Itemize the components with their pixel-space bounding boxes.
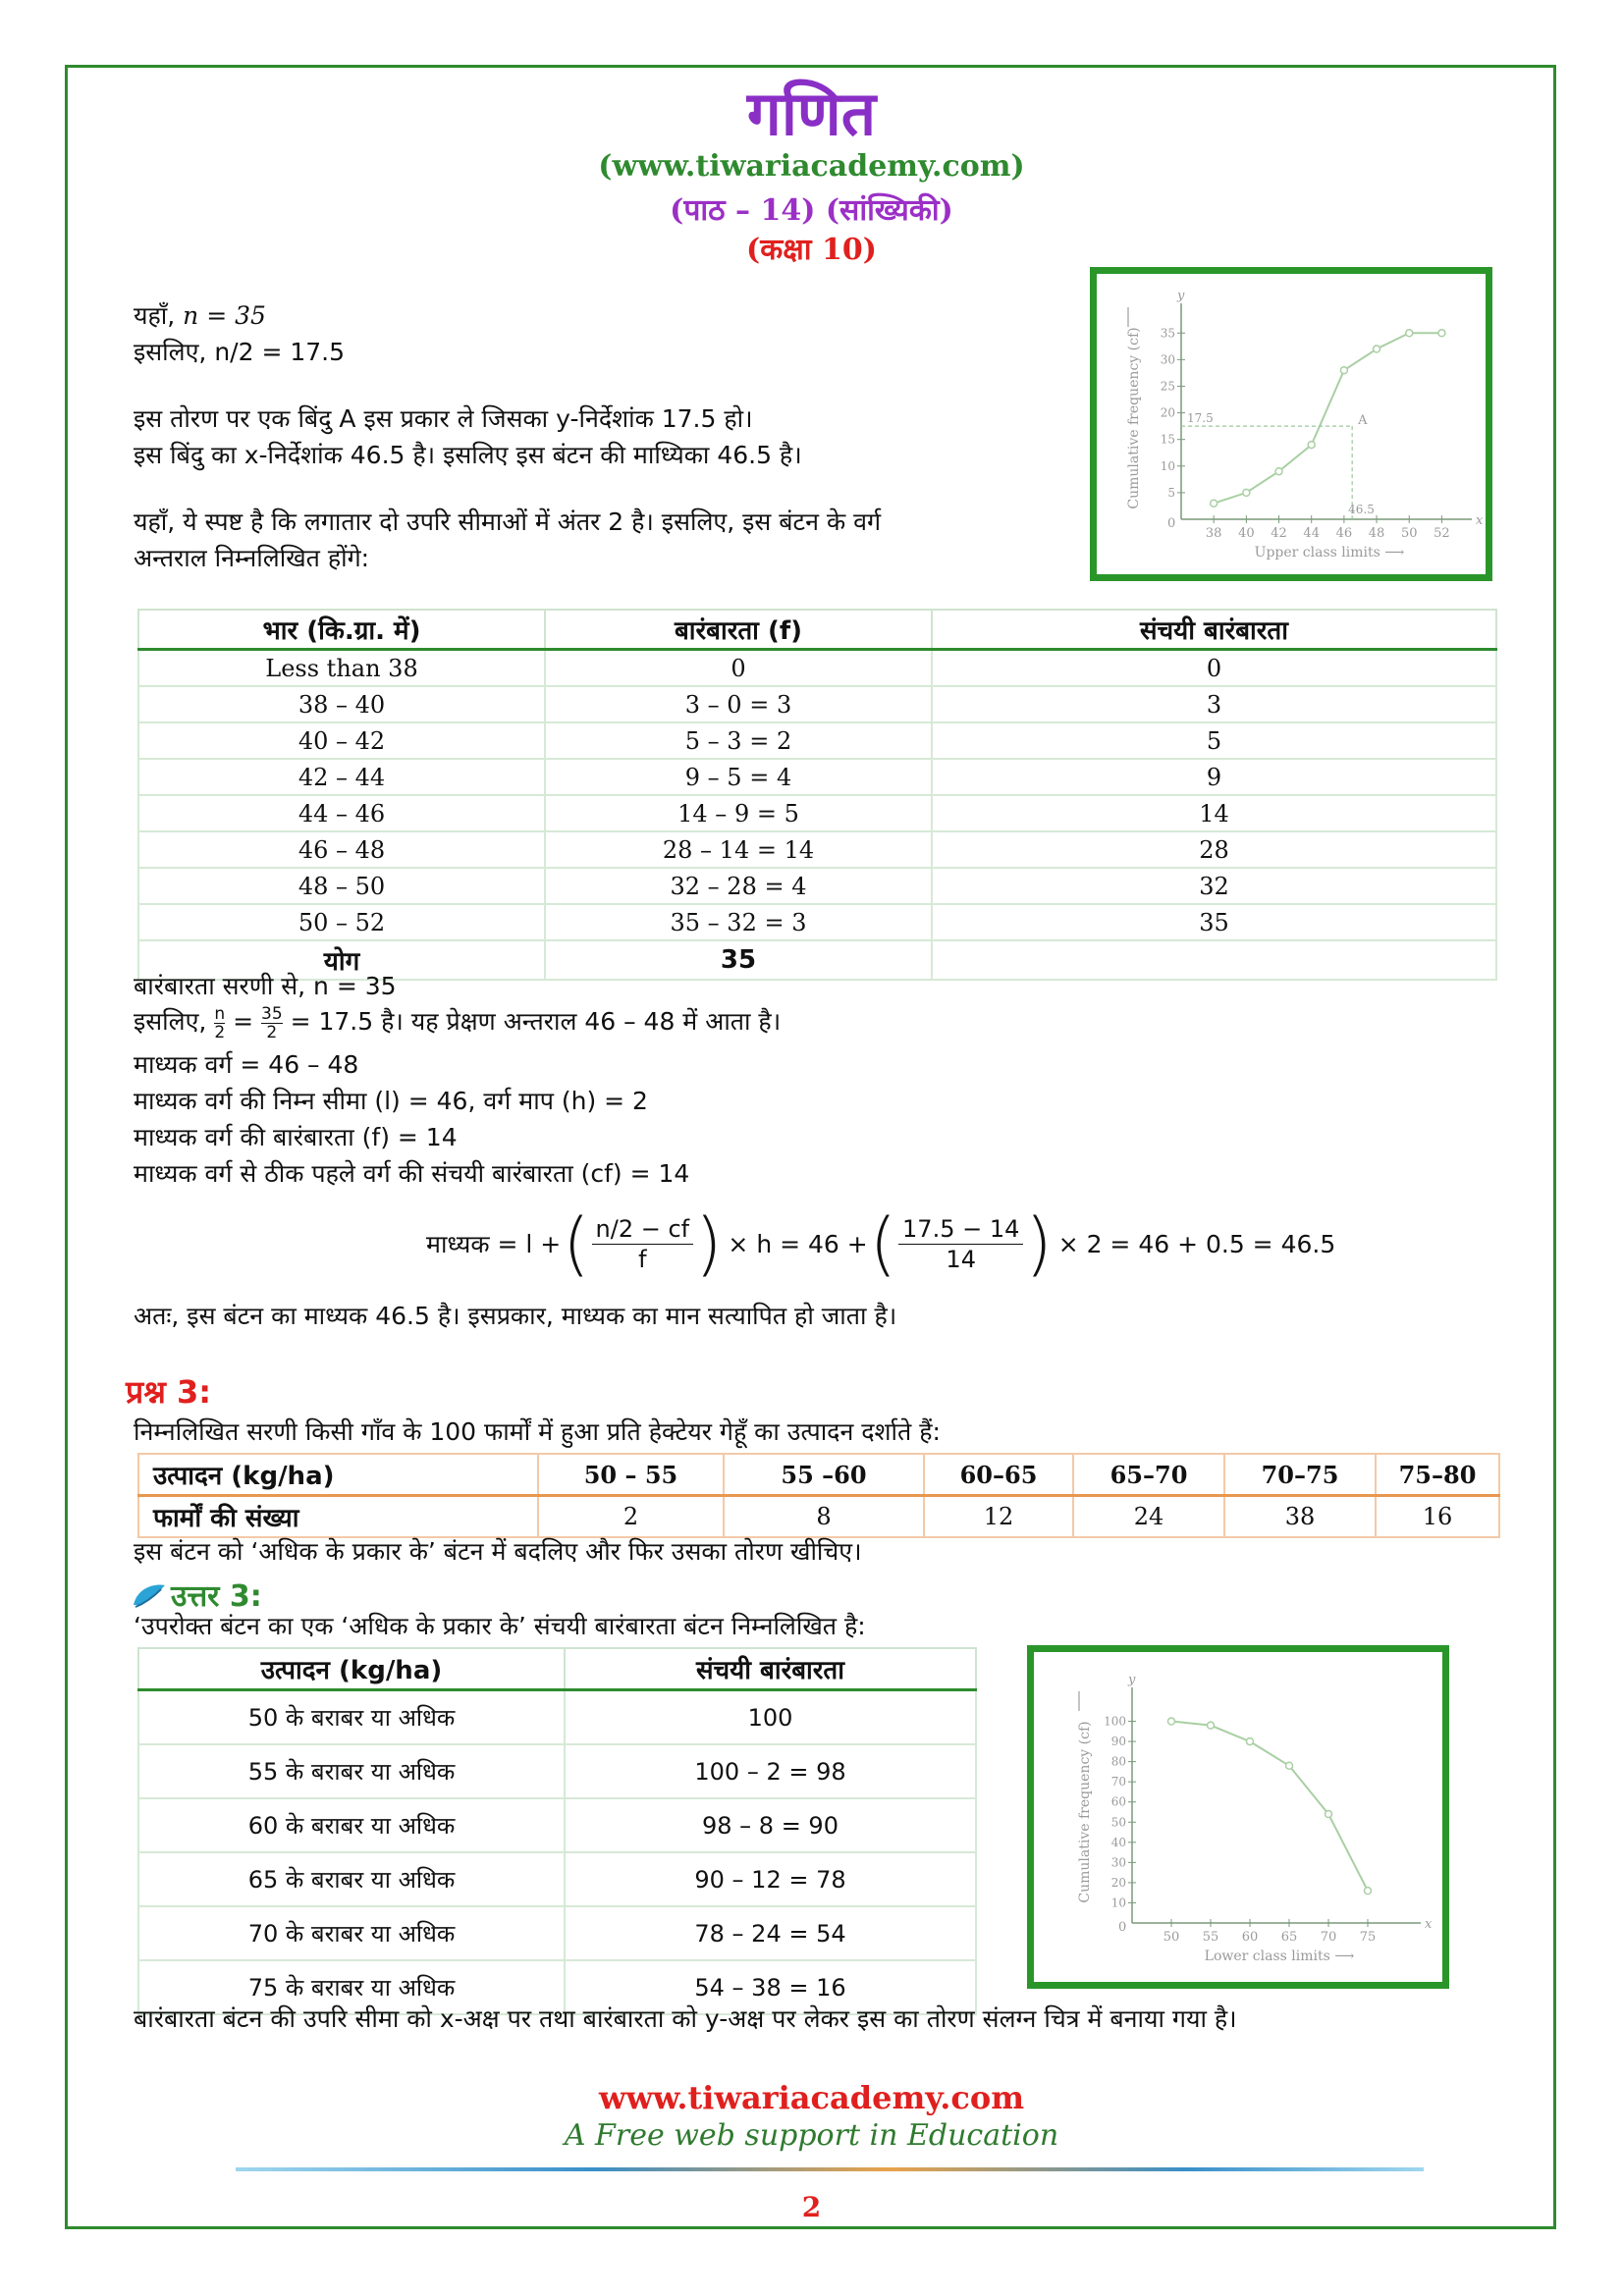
production-table xyxy=(137,1453,1500,1538)
header-site[interactable]: (www.tiwariacademy.com) xyxy=(598,149,1025,184)
formula-fraction-1: $\frac{n/2 - cf}{f}$ xyxy=(592,1214,694,1274)
table-cell: 55 –60 xyxy=(724,1454,924,1496)
solution-line-4: माध्यक वर्ग की निम्न सीमा (l) = 46, वर्ग माप (h) = 2 xyxy=(134,1087,648,1115)
table-cell: 65–70 xyxy=(1073,1454,1224,1496)
table-cell: 28 – 14 = 14 xyxy=(545,831,932,868)
table-cell: 98 – 8 = 90 xyxy=(565,1798,976,1852)
ogive-graph-1-svg xyxy=(1097,274,1486,574)
table-row xyxy=(138,868,1496,904)
table-cell: 100 – 2 = 98 xyxy=(565,1744,976,1798)
median-formula: माध्यक = l + ( $\frac{n/2 - cf}{f}$ ) × h = 46 + ( $\frac{17.5 - 14}{14}$ ) × 2 = 46 + 0.5 = 46.5 xyxy=(426,1203,1336,1284)
y-axis-label: Cumulative frequency (cf) xyxy=(1126,327,1142,509)
table-row xyxy=(138,1906,976,1960)
x-tick-label: 38 xyxy=(1205,526,1222,541)
table-cell: योग xyxy=(138,940,545,980)
y-tick-label: 5 xyxy=(1167,485,1175,500)
data-point xyxy=(1168,1718,1175,1725)
table-cell: 32 – 28 = 4 xyxy=(545,868,932,904)
ogive-graph-2 xyxy=(1027,1645,1449,1989)
table-cell xyxy=(932,940,1496,980)
table-row xyxy=(138,1454,1499,1496)
col-header-frequency: बारंबारता (f) xyxy=(545,610,932,650)
x-axis-label: Upper class limits ⟶ xyxy=(1254,545,1405,561)
table-cell: 50 के बराबर या अधिक xyxy=(138,1690,565,1745)
x-tick-label: 46 xyxy=(1335,526,1353,541)
question-3-text: निम्नलिखित सरणी किसी गाँव के 100 फार्मों में हुआ प्रति हेक्टेयर गेहूँ का उत्पादन दर्शाते हैं: xyxy=(134,1417,941,1446)
solution-line-3: माध्यक वर्ग = 46 – 48 xyxy=(134,1050,359,1079)
table-cell: 60 के बराबर या अधिक xyxy=(138,1798,565,1852)
intro-line-2: इसलिए, n/2 = 17.5 xyxy=(134,338,346,366)
data-point xyxy=(1275,468,1282,475)
table-cell: 0 xyxy=(932,650,1496,687)
class-label: (कक्षा 10) xyxy=(746,233,877,267)
table-header-row xyxy=(138,1648,976,1690)
x-tick-label: 48 xyxy=(1368,526,1385,541)
x-tick-label: 44 xyxy=(1303,526,1320,541)
y-tick-label: 10 xyxy=(1160,458,1175,473)
table-row xyxy=(138,1798,976,1852)
footer-divider xyxy=(236,2167,1424,2171)
answer-3-text: ‘उपरोक्त बंटन का एक ‘अधिक के प्रकार के’ संचयी बारंबारता बंटन निम्नलिखित है: xyxy=(134,1612,866,1640)
x-tick-label: 75 xyxy=(1359,1930,1377,1945)
data-point xyxy=(1208,1722,1215,1729)
formula-fraction-2: $\frac{17.5 - 14}{14}$ xyxy=(898,1214,1023,1274)
solution-conclusion: अतः, इस बंटन का माध्यक 46.5 है। इसप्रकार, माध्यक का मान सत्यापित हो जाता है। xyxy=(134,1302,897,1330)
table-row xyxy=(138,795,1496,831)
col-header-production: उत्पादन (kg/ha) xyxy=(138,1648,565,1690)
col-header-weight: भार (कि.ग्रा. में) xyxy=(138,610,545,650)
ogive-graph-1 xyxy=(1090,267,1492,581)
table-cell: 2 xyxy=(538,1496,724,1538)
footer-tagline: A Free web support in Education xyxy=(564,2118,1059,2153)
y-tick-label: 50 xyxy=(1110,1815,1126,1830)
fraction-35-over-2: $\frac{35}{2}$ xyxy=(261,1003,283,1042)
data-point xyxy=(1211,500,1217,507)
x-tick-label: 55 xyxy=(1202,1930,1219,1945)
table-cell: 50 – 52 xyxy=(138,904,545,940)
y-tick-label: 25 xyxy=(1160,379,1175,394)
table-cell: 9 xyxy=(932,759,1496,795)
y-tick-label: 20 xyxy=(1160,405,1175,420)
answer-3-after: बारंबारता बंटन की उपरि सीमा को x-अक्ष पर तथा बारंबारता को y-अक्ष पर लेकर इस का तोरण संलग्न चित्र में बनाया गया है। xyxy=(134,2004,1237,2033)
data-point xyxy=(1406,330,1413,337)
x-tick-label: 70 xyxy=(1320,1930,1337,1945)
table-row xyxy=(138,1690,976,1745)
table-cell: 40 – 42 xyxy=(138,722,545,759)
table-row xyxy=(138,1852,976,1906)
table-cell: उत्पादन (kg/ha) xyxy=(138,1454,538,1496)
intro-line-4: इस बिंदु का x-निर्देशांक 46.5 है। इसलिए इस बंटन की माध्यिका 46.5 है। xyxy=(134,441,802,469)
x-tick-label: 40 xyxy=(1238,526,1255,541)
y-tick-label: 30 xyxy=(1110,1855,1126,1870)
page-title: गणित xyxy=(746,78,877,149)
x-axis-letter: x xyxy=(1476,513,1484,528)
table-cell: 0 xyxy=(545,650,932,687)
table-cell: 3 – 0 = 3 xyxy=(545,686,932,722)
y-axis-letter: y xyxy=(1128,1673,1136,1687)
table-cell: 12 xyxy=(924,1496,1073,1538)
data-point xyxy=(1308,442,1315,449)
y-tick-label: 10 xyxy=(1110,1896,1126,1910)
data-point xyxy=(1365,1888,1372,1895)
intro-line-3: इस तोरण पर एक बिंदु A इस प्रकार ले जिसका y-निर्देशांक 17.5 हो। xyxy=(134,404,753,433)
table-row xyxy=(138,722,1496,759)
table-cell: 78 – 24 = 54 xyxy=(565,1906,976,1960)
table-cell: 38 – 40 xyxy=(138,686,545,722)
y-tick-label: 30 xyxy=(1160,352,1175,367)
cumulative-frequency-table-1 xyxy=(137,609,1497,981)
table-cell: 44 – 46 xyxy=(138,795,545,831)
data-point xyxy=(1438,330,1445,337)
table-cell: 32 xyxy=(932,868,1496,904)
table-row xyxy=(138,1496,1499,1538)
table-cell: 60–65 xyxy=(924,1454,1073,1496)
solution-line-6: माध्यक वर्ग से ठीक पहले वर्ग की संचयी बारंबारता (cf) = 14 xyxy=(134,1159,690,1188)
table-cell: 35 xyxy=(932,904,1496,940)
table-cell: 14 – 9 = 5 xyxy=(545,795,932,831)
solution-line-1: बारंबारता सरणी से, n = 35 xyxy=(134,972,397,1000)
y-tick-label: 80 xyxy=(1110,1754,1126,1769)
table-cell: 24 xyxy=(1073,1496,1224,1538)
x-axis-label: Lower class limits ⟶ xyxy=(1204,1949,1355,1964)
question-3-after: इस बंटन को ‘अधिक के प्रकार के’ बंटन में बदलिए और फिर उसका तोरण खीचिए। xyxy=(134,1537,862,1566)
table-cell: 38 xyxy=(1224,1496,1376,1538)
table-cell: 48 – 50 xyxy=(138,868,545,904)
more-than-cf-table xyxy=(137,1647,977,2015)
col-header-cumulative: संचयी बारंबारता xyxy=(565,1648,976,1690)
y-axis-label: Cumulative frequency (cf) xyxy=(1077,1721,1093,1903)
y-tick-label: 100 xyxy=(1104,1714,1126,1729)
series-line xyxy=(1214,333,1441,503)
table-cell: 50 – 55 xyxy=(538,1454,724,1496)
table-cell: 100 xyxy=(565,1690,976,1745)
y-tick-label: 70 xyxy=(1110,1775,1126,1789)
table-cell: 9 – 5 = 4 xyxy=(545,759,932,795)
y-tick-label: 90 xyxy=(1110,1735,1126,1749)
data-point xyxy=(1286,1762,1293,1769)
table-cell: 35 xyxy=(545,940,932,980)
table-cell: 46 – 48 xyxy=(138,831,545,868)
data-point xyxy=(1243,489,1250,496)
table-cell: 55 के बराबर या अधिक xyxy=(138,1744,565,1798)
table-row xyxy=(138,686,1496,722)
x-axis-letter: x xyxy=(1425,1917,1433,1932)
table-cell: 16 xyxy=(1376,1496,1499,1538)
y-tick-label: 60 xyxy=(1110,1794,1126,1809)
table-cell: Less than 38 xyxy=(138,650,545,687)
intro-line-1: यहाँ, n = 35 xyxy=(134,301,266,330)
footer-site-link[interactable]: www.tiwariacademy.com xyxy=(598,2079,1025,2116)
origin-label: 0 xyxy=(1167,516,1176,531)
table-cell: 28 xyxy=(932,831,1496,868)
fraction-n-over-2: $\frac{n}{2}$ xyxy=(214,1003,226,1042)
table-cell: 14 xyxy=(932,795,1496,831)
x-tick-label: 60 xyxy=(1241,1930,1259,1945)
table-cell: 8 xyxy=(724,1496,924,1538)
table-cell: फार्मों की संख्या xyxy=(138,1496,538,1538)
table-cell: 75 के बराबर या अधिक xyxy=(138,1960,565,2014)
point-A-label: A xyxy=(1358,413,1368,429)
table-row xyxy=(138,650,1496,687)
table-cell: 75–80 xyxy=(1376,1454,1499,1496)
x-tick-label: 50 xyxy=(1163,1930,1180,1945)
y-axis-letter: y xyxy=(1177,289,1185,303)
table-cell: 42 – 44 xyxy=(138,759,545,795)
origin-label: 0 xyxy=(1118,1920,1127,1935)
y-tick-label: 20 xyxy=(1110,1875,1126,1890)
solution-line-5: माध्यक वर्ग की बारंबारता (f) = 14 xyxy=(134,1123,458,1151)
data-point xyxy=(1247,1738,1254,1745)
table-header-row xyxy=(138,610,1496,650)
x-tick-label: 65 xyxy=(1280,1930,1298,1945)
x-tick-label: 50 xyxy=(1400,526,1418,541)
table-cell: 70–75 xyxy=(1224,1454,1376,1496)
table-row xyxy=(138,759,1496,795)
intro-line-6: अन्तराल निम्नलिखित होंगे: xyxy=(134,544,370,572)
answer-3-label: उत्तर 3: xyxy=(171,1579,262,1614)
table-row xyxy=(138,904,1496,940)
table-cell: 5 – 3 = 2 xyxy=(545,722,932,759)
leaf-logo-icon xyxy=(132,1581,167,1609)
series-line xyxy=(1171,1722,1368,1892)
solution-line-2: इसलिए, $\frac{n}{2}$ = $\frac{35}{2}$ = 17.5 है। यह प्रेक्षण अन्तराल 46 – 48 में आता है। xyxy=(134,1003,782,1042)
x-tick-label: 42 xyxy=(1271,526,1287,541)
table-cell: 3 xyxy=(932,686,1496,722)
table-cell: 5 xyxy=(932,722,1496,759)
ogive-graph-2-svg xyxy=(1034,1652,1442,1982)
y-tick-label: 15 xyxy=(1160,432,1175,447)
col-header-cumulative: संचयी बारंबारता xyxy=(932,610,1496,650)
annotation-y-label: 17.5 xyxy=(1187,411,1214,426)
page-number: 2 xyxy=(801,2191,822,2223)
table-cell: 65 के बराबर या अधिक xyxy=(138,1852,565,1906)
data-point xyxy=(1325,1811,1332,1818)
table-row xyxy=(138,831,1496,868)
question-3-label: प्रश्न 3: xyxy=(126,1373,212,1411)
table-cell: 70 के बराबर या अधिक xyxy=(138,1906,565,1960)
intro-line-5: यहाँ, ये स्पष्ट है कि लगातार दो उपरि सीमाओं में अंतर 2 है। इसलिए, इस बंटन के वर्ग xyxy=(134,507,882,536)
table-row xyxy=(138,1744,976,1798)
table-cell: 35 – 32 = 3 xyxy=(545,904,932,940)
data-point xyxy=(1374,346,1380,352)
y-tick-label: 35 xyxy=(1160,326,1175,341)
data-point xyxy=(1340,367,1347,374)
chapter-title: (पाठ – 14) (सांख्यिकी) xyxy=(670,193,953,228)
table-cell: 54 – 38 = 16 xyxy=(565,1960,976,2014)
y-tick-label: 40 xyxy=(1110,1835,1126,1849)
annotation-x-label: 46.5 xyxy=(1348,503,1375,516)
x-tick-label: 52 xyxy=(1434,526,1450,541)
table-cell: 90 – 12 = 78 xyxy=(565,1852,976,1906)
